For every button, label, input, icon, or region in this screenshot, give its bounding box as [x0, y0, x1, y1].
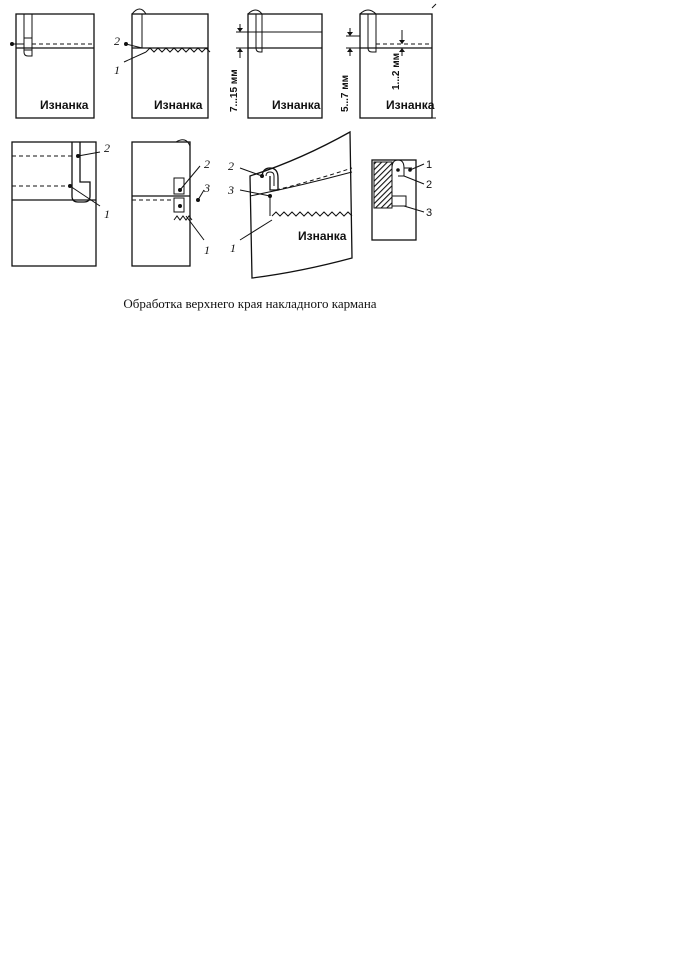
panel-7	[227, 132, 352, 278]
callout-3: 3	[204, 181, 210, 195]
wrong-side-label: Изнанка	[40, 98, 89, 112]
pocket-diagram	[0, 0, 678, 330]
panel-8	[372, 159, 432, 240]
dimension-label: 5...7 мм	[340, 74, 351, 112]
wrong-side-label: Изнанка	[154, 98, 203, 112]
hatched-section	[374, 162, 392, 208]
callout-1: 1	[204, 243, 210, 257]
dimension-label: 7...15 мм	[229, 69, 240, 112]
callout-2: 2	[104, 141, 110, 155]
figure-caption: Обработка верхнего края накладного кармана	[123, 296, 377, 311]
callout-2: 2	[204, 157, 210, 171]
panel-6	[132, 140, 210, 266]
panel-3	[229, 10, 322, 118]
panel-4	[340, 4, 436, 118]
callout-2: 2	[114, 34, 120, 48]
callout-1: 1	[104, 207, 110, 221]
dimension-label: 1...2 мм	[391, 52, 402, 90]
wrong-side-label: Изнанка	[298, 229, 347, 243]
callout-2: 2	[426, 179, 433, 191]
wrong-side-label: Изнанка	[386, 98, 435, 112]
callout-1: 1	[426, 159, 433, 171]
wrong-side-label: Изнанка	[272, 98, 321, 112]
panel-5	[12, 141, 110, 266]
callout-1: 1	[230, 241, 236, 255]
callout-3: 3	[228, 183, 234, 197]
panel-2	[114, 9, 210, 118]
panel-1	[10, 14, 94, 118]
callout-3: 3	[426, 207, 433, 219]
callout-1: 1	[114, 63, 120, 77]
callout-2: 2	[228, 159, 234, 173]
